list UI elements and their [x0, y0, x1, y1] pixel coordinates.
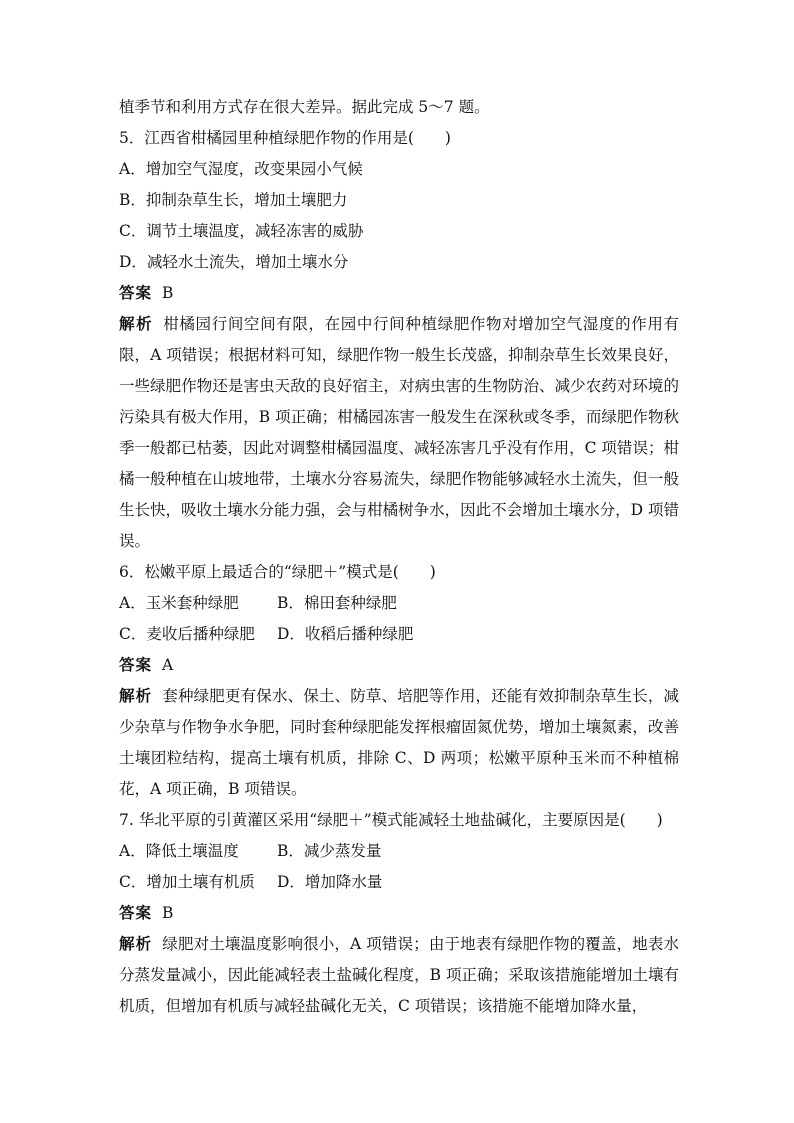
answer-value: A: [162, 656, 174, 674]
question-7-option-a: A．降低土壤温度: [119, 842, 239, 860]
question-7-option-b: B．减少蒸发量: [277, 842, 382, 860]
question-5-answer: [119, 278, 679, 309]
analysis-text: 套种绿肥更有保水、保土、防草、培肥等作用，还能有效抑制杂草生长，减少杂草与作物争水争肥，同时套种绿肥能发挥根瘤固氮优势，增加土壤氮素，改善土壤团粒结构，提高土壤有机质，排除 C、D 两项；松嫩平原种玉米而不种植棉花，A 项正确，B 项错误。: [119, 687, 679, 798]
analysis-text: 柑橘园行间空间有限，在园中行间种植绿肥作物对增加空气湿度的作用有限，A 项错误；根据材料可知，绿肥作物一般生长茂盛，抑制杂草生长效果良好，一些绿肥作物还是害虫天敌的良好宿主，对病虫害的生物防治、减少农药对环境的污染具有极大作用，B 项正确；柑橘园冻害一般发生在深秋或冬季，而绿肥作物秋季一般都已枯萎，因此对调整柑橘园温度、减轻冻害几乎没有作用，C 项错误；柑橘一般种植在山坡地带，土壤水分容易流失，绿肥作物能够减轻水土流失，但一般生长快，吸收土壤水分能力强，会与柑橘树争水，因此不会增加土壤水分，D 项错误。: [119, 315, 679, 550]
question-6-option-d: D．收稻后播种绿肥: [277, 625, 414, 643]
question-6-option-b: B．棉田套种绿肥: [277, 594, 397, 612]
document-content: [119, 92, 679, 1022]
analysis-text: 绿肥对土壤温度影响很小，A 项错误；由于地表有绿肥作物的覆盖，地表水分蒸发量减小，因此能减轻表土盐碱化程度，B 项正确；采取该措施能增加土壤有机质，但增加有机质与减轻盐碱化无关，C 项错误；该措施不能增加降水量，: [119, 935, 679, 1015]
answer-value: B: [162, 904, 174, 922]
analysis-label: 解析: [119, 935, 153, 953]
question-7-options-row-1: [119, 836, 679, 867]
question-6-answer: [119, 650, 679, 681]
question-5-analysis: [119, 309, 679, 557]
question-7-option-c: C．增加土壤有机质: [119, 873, 255, 891]
question-7-option-d: D．增加降水量: [277, 873, 383, 891]
question-5-stem: 5．江西省柑橘园里种植绿肥作物的作用是( ): [119, 129, 451, 147]
question-6-option-a: A．玉米套种绿肥: [119, 594, 239, 612]
answer-value: B: [162, 284, 174, 302]
question-6-stem: 6．松嫩平原上最适合的“绿肥＋”模式是( ): [119, 563, 436, 581]
answer-label: 答案: [119, 284, 153, 302]
question-6-options-row-2: [119, 619, 679, 650]
analysis-label: 解析: [119, 687, 153, 705]
question-7-options-row-2: [119, 867, 679, 898]
question-5-option-d: D．减轻水土流失，增加土壤水分: [119, 253, 349, 271]
intro-text: 植季节和利用方式存在很大差异。据此完成 5～7 题。: [119, 98, 490, 116]
question-7-answer: [119, 898, 679, 929]
analysis-label: 解析: [119, 315, 154, 333]
question-6-analysis: [119, 681, 679, 805]
question-5-option-c: C．调节土壤温度，减轻冻害的威胁: [119, 222, 364, 240]
answer-label: 答案: [119, 904, 153, 922]
question-6-option-c: C．麦收后播种绿肥: [119, 625, 255, 643]
question-6-options-row-1: [119, 588, 679, 619]
question-7-stem: 7. 华北平原的引黄灌区采用“绿肥＋”模式能减轻土地盐碱化，主要原因是( ): [119, 811, 663, 829]
question-5-option-b: B．抑制杂草生长，增加土壤肥力: [119, 191, 348, 209]
question-5-option-a: A．增加空气湿度，改变果园小气候: [119, 160, 363, 178]
question-7-analysis: [119, 929, 679, 1022]
answer-label: 答案: [119, 656, 153, 674]
